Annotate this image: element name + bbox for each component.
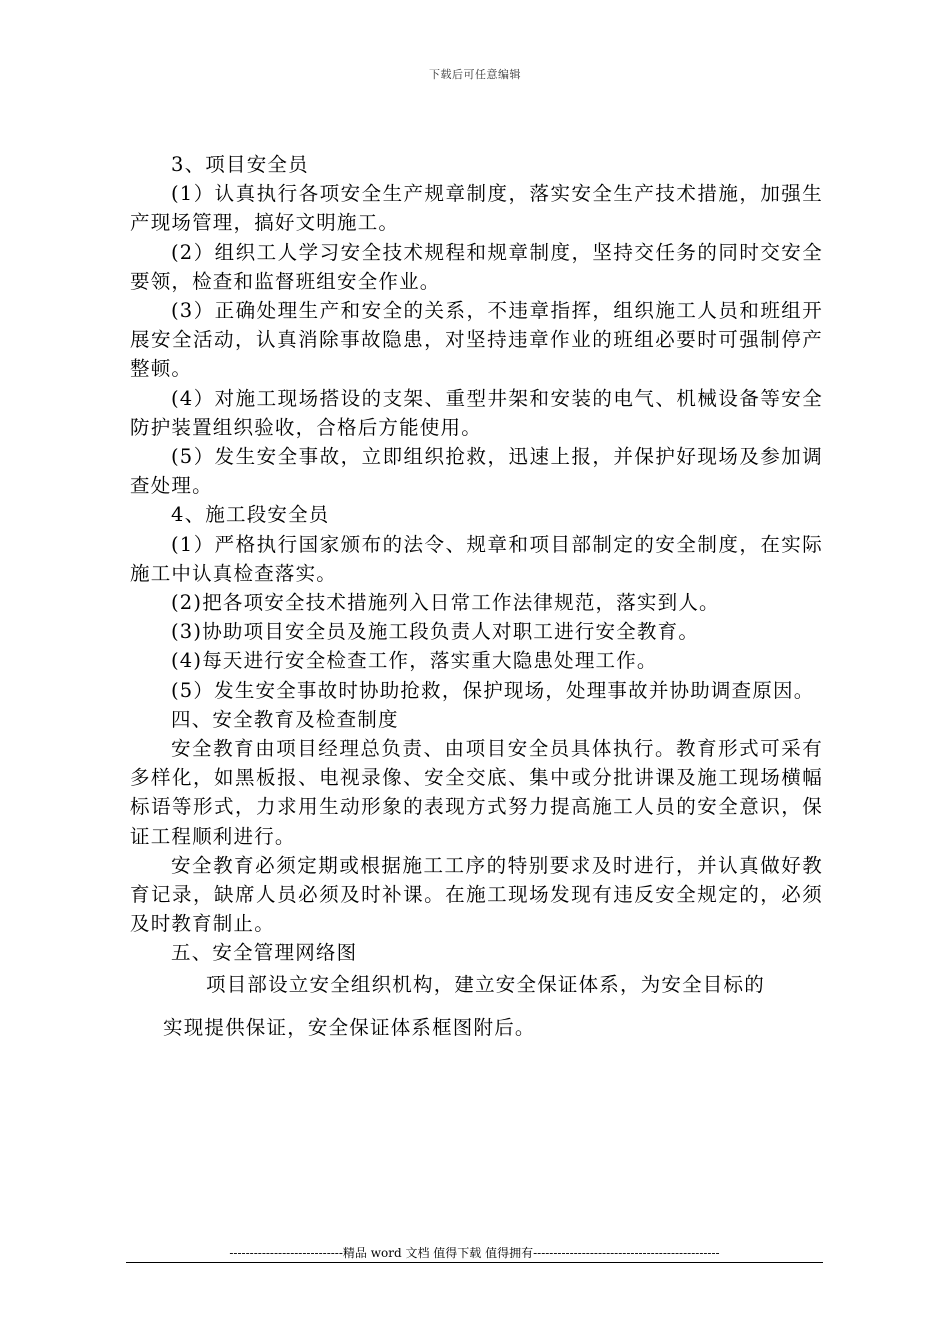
paragraph: (1）严格执行国家颁布的法令、规章和项目部制定的安全制度，在实际施工中认真检查落实。 — [130, 532, 823, 585]
paragraph: (3）正确处理生产和安全的关系，不违章指挥，组织施工人员和班组开展安全活动，认真消除事故隐患，对坚持违章作业的班组必要时可强制停产整顿。 — [130, 299, 823, 381]
page-header-note: 下载后可任意编辑 — [429, 68, 521, 81]
paragraph: 安全教育由项目经理总负责、由项目安全员具体执行。教育形式可采有多样化，如黑板报、电视录像、安全交底、集中或分批讲课及施工现场横幅标语等形式，力求用生动形象的表现方式努力提高施工人员的安全意识，保证工程顺利进行。 — [130, 737, 823, 848]
section-heading-construction-section-safety-officer: 4、施工段安全员 — [171, 503, 330, 527]
document-body — [130, 150, 823, 1042]
paragraph: (5）发生安全事故，立即组织抢救，迅速上报，并保护好现场及参加调查处理。 — [130, 445, 823, 498]
paragraph: (1）认真执行各项安全生产规章制度，落实安全生产技术措施，加强生产现场管理，搞好文明施工。 — [130, 182, 823, 235]
paragraph: (5）发生安全事故时协助抢救，保护现场，处理事故并协助调查原因。 — [171, 678, 815, 702]
section-heading-project-safety-officer: 3、项目安全员 — [171, 153, 309, 176]
paragraph: (2）组织工人学习安全技术规程和规章制度，坚持交任务的同时交安全要领，检查和监督班组安全作业。 — [130, 240, 823, 293]
paragraph: 实现提供保证，安全保证体系框图附后。 — [163, 1015, 536, 1039]
paragraph: 项目部设立安全组织机构，建立安全保证体系，为安全目标的 — [206, 972, 765, 996]
paragraph: (2)把各项安全技术措施列入日常工作法律规范，落实到人。 — [171, 591, 720, 615]
page-footer-text: ----------------------------精品 word 文档 值得下载 值得拥有---------------------------------------------- — [229, 1246, 720, 1260]
paragraph: (3)协助项目安全员及施工段负责人对职工进行安全教育。 — [171, 620, 700, 644]
paragraph: (4)每天进行安全检查工作，落实重大隐患处理工作。 — [171, 649, 658, 673]
paragraph: (4）对施工现场搭设的支架、重型井架和安装的电气、机械设备等安全防护装置组织验收，合格后方能使用。 — [130, 386, 823, 439]
footer-divider — [126, 1262, 823, 1263]
paragraph: 安全教育必须定期或根据施工工序的特别要求及时进行，并认真做好教育记录，缺席人员必须及时补课。在施工现场发现有违反安全规定的，必须及时教育制止。 — [130, 853, 823, 936]
section-heading-safety-education: 四、安全教育及检查制度 — [171, 707, 399, 731]
section-heading-safety-management-network: 五、安全管理网络图 — [171, 941, 358, 965]
